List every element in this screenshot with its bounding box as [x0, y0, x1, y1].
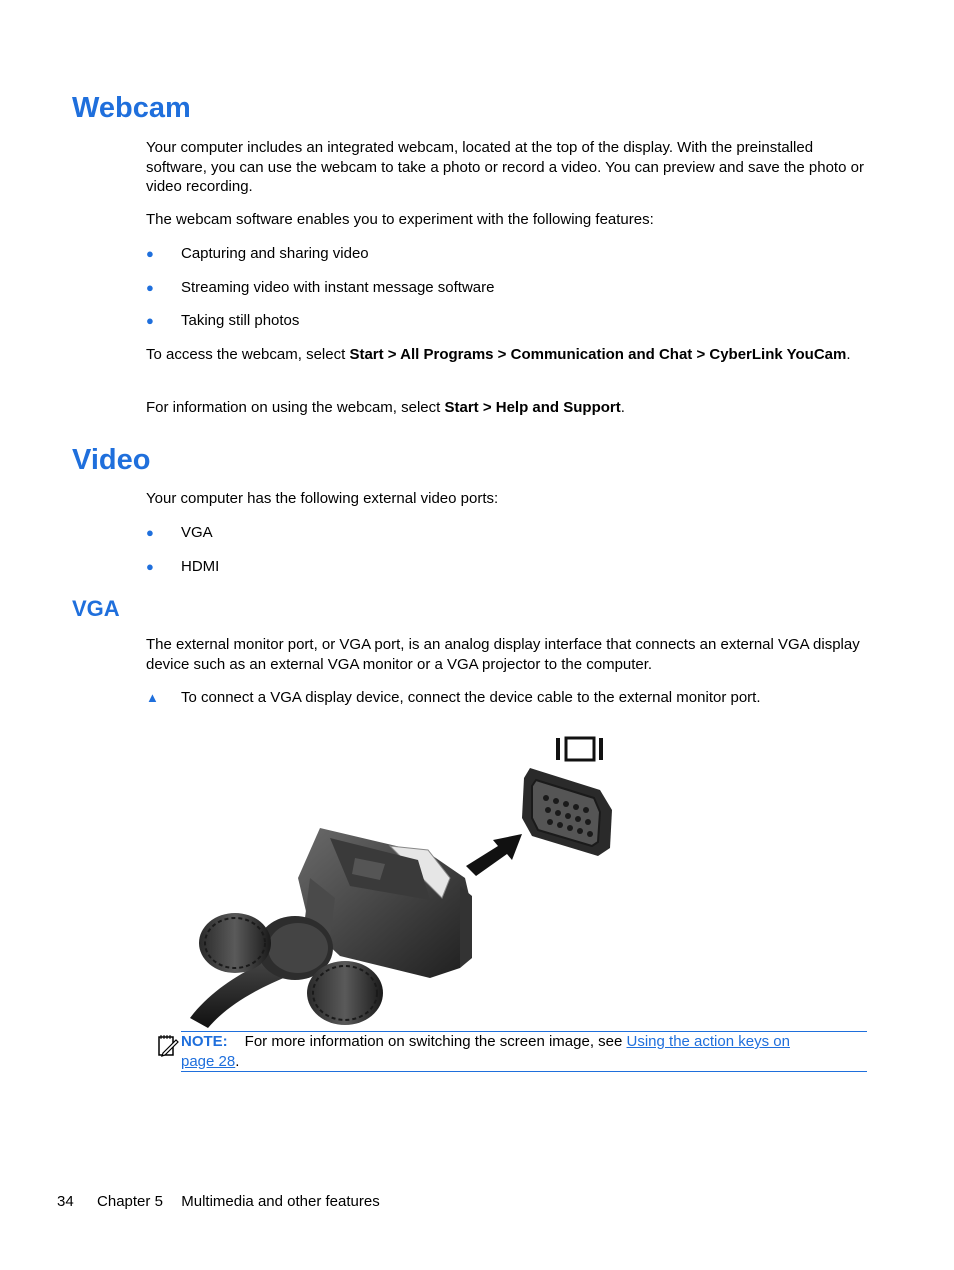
- webcam-info-instructions: [146, 398, 868, 418]
- video-intro: Your computer has the following external video ports:: [146, 490, 499, 507]
- vga-heading: VGA: [72, 596, 120, 621]
- webcam-intro: Your computer includes an integrated webcam, located at the top of the display. With the preinstalled software, you can use the webcam to take a photo or record a video. You can preview and save the photo or video recording.: [146, 139, 864, 195]
- list-item: [146, 557, 868, 577]
- info-prefix: For information on using the webcam, select: [146, 399, 445, 416]
- insert-arrow-icon: [466, 834, 522, 876]
- bullet-icon: ●: [146, 525, 154, 540]
- action-keys-link[interactable]: Using the action keys on page 28: [181, 1033, 790, 1070]
- video-heading: Video: [72, 444, 151, 476]
- note-content: [181, 1032, 821, 1071]
- note-box: [181, 1031, 867, 1072]
- access-path: Start > All Programs > Communication and Chat > CyberLink YouCam: [349, 346, 847, 363]
- webcam-access-instructions: [146, 345, 868, 365]
- info-path: Start > Help and Support: [444, 399, 621, 416]
- webcam-features-intro: The webcam software enables you to experiment with the following features:: [146, 211, 654, 228]
- bullet-icon: ●: [146, 559, 154, 574]
- note-pad-icon: [157, 1033, 179, 1057]
- step-item: [146, 688, 868, 708]
- list-item: [146, 523, 868, 543]
- list-item-text: Taking still photos: [181, 312, 300, 329]
- note-text: For more information on switching the screen image, see: [244, 1033, 627, 1050]
- page-number: 34: [57, 1193, 74, 1210]
- page-footer: [57, 1192, 380, 1212]
- triangle-step-icon: ▲: [146, 690, 159, 705]
- vga-port: [522, 768, 612, 856]
- list-item: [146, 244, 868, 264]
- list-item: [146, 278, 868, 298]
- list-item-text: HDMI: [181, 558, 220, 575]
- list-item-text: VGA: [181, 524, 213, 541]
- vga-description: The external monitor port, or VGA port, is an analog display interface that connects an external VGA display device such as an external VGA monitor or a VGA projector to the computer.: [146, 636, 860, 673]
- webcam-heading: Webcam: [72, 92, 191, 124]
- list-item-text: Capturing and sharing video: [181, 245, 369, 262]
- chapter-number: Chapter 5: [97, 1193, 163, 1210]
- info-suffix: .: [620, 399, 625, 416]
- note-label: NOTE:: [181, 1033, 228, 1050]
- bullet-icon: ●: [146, 313, 154, 328]
- bullet-icon: ●: [146, 246, 154, 261]
- step-text: To connect a VGA display device, connect the device cable to the external monitor port.: [181, 689, 761, 706]
- note-suffix: .: [235, 1052, 240, 1070]
- vga-connection-illustration: [180, 728, 630, 1028]
- bullet-icon: ●: [146, 280, 154, 295]
- list-item: [146, 311, 868, 331]
- chapter-title: Multimedia and other features: [181, 1193, 380, 1210]
- list-item-text: Streaming video with instant message software: [181, 279, 495, 296]
- access-suffix: .: [846, 346, 851, 363]
- monitor-port-icon: [556, 738, 603, 760]
- access-prefix: To access the webcam, select: [146, 346, 350, 363]
